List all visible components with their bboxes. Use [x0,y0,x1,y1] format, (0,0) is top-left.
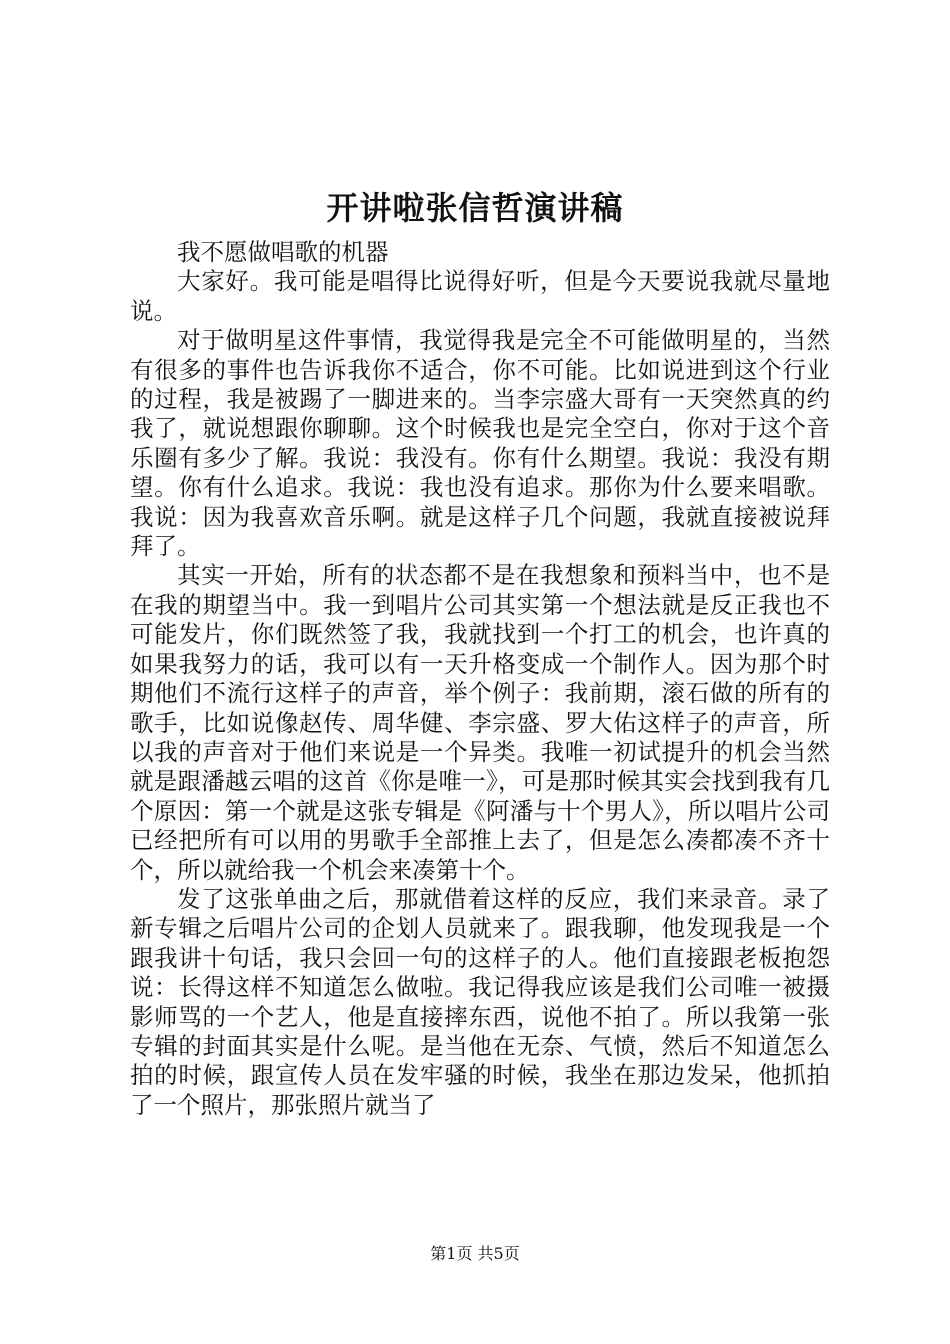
paragraph: 对于做明星这件事情，我觉得我是完全不可能做明星的，当然有很多的事件也告诉我你不适合，你不可能。比如说进到这个行业的过程，我是被踢了一脚进来的。当李宗盛大哥有一天突然真的约我了，就说想跟你聊聊。这个时候我也是完全空白，你对于这个音乐圈有多少了解。我说：我没有。你有什么期望。我说：我没有期望。你有什么追求。我说：我也没有追求。那你为什么要来唱歌。我说：因为我喜欢音乐啊。就是这样子几个问题，我就直接被说拜拜了。 [130,326,830,561]
paragraph: 大家好。我可能是唱得比说得好听，但是今天要说我就尽量地说。 [130,267,830,325]
document-body [130,238,830,1120]
paragraph-subtitle: 我不愿做唱歌的机器 [177,238,389,266]
document-title: 开讲啦张信哲演讲稿 [326,189,624,227]
paragraph: 发了这张单曲之后，那就借着这样的反应，我们来录音。录了新专辑之后唱片公司的企划人员就来了。跟我聊，他发现我是一个跟我讲十句话，我只会回一句的这样子的人。他们直接跟老板抱怨说：长得这样不知道怎么做啦。我记得我应该是我们公司唯一被摄影师骂的一个艺人，他是直接摔东西，说他不拍了。所以我第一张专辑的封面其实是什么呢。是当他在无奈、气愤，然后不知道怎么拍的时候，跟宣传人员在发牢骚的时候，我坐在那边发呆，他抓拍了一个照片，那张照片就当了 [130,884,830,1119]
page-footer: 第1页 共5页 [430,1244,520,1263]
paragraph: 其实一开始，所有的状态都不是在我想象和预料当中，也不是在我的期望当中。我一到唱片公司其实第一个想法就是反正我也不可能发片，你们既然签了我，我就找到一个打工的机会，也许真的如果我努力的话，我可以有一天升格变成一个制作人。因为那个时期他们不流行这样子的声音，举个例子：我前期，滚石做的所有的歌手，比如说像赵传、周华健、李宗盛、罗大佑这样子的声音，所以我的声音对于他们来说是一个异类。我唯一初试提升的机会当然就是跟潘越云唱的这首《你是唯一》，可是那时候其实会找到我有几个原因：第一个就是这张专辑是《阿潘与十个男人》，所以唱片公司已经把所有可以用的男歌手全部推上去了，但是怎么凑都凑不齐十个，所以就给我一个机会来凑第十个。 [130,561,830,884]
